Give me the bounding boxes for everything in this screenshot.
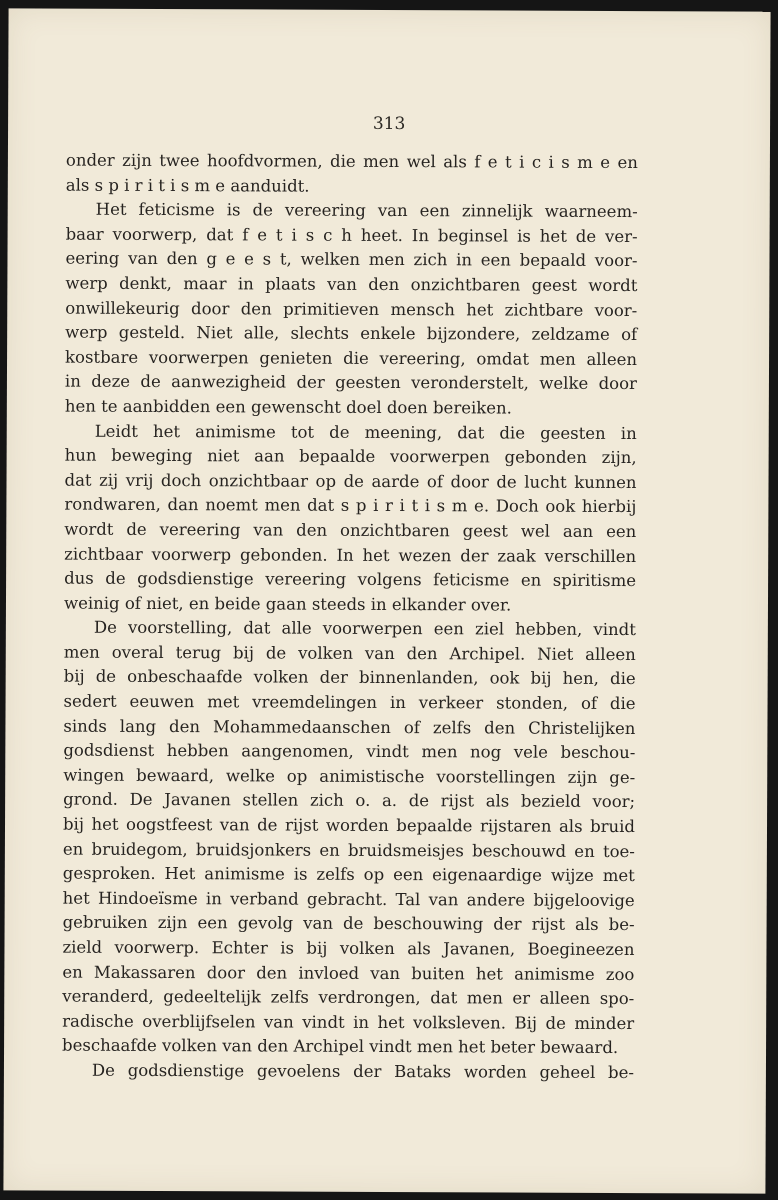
text-line: De voorstelling, dat alle voorwerpen een ziel hebben, vindt	[93, 618, 636, 640]
text-line: onwillekeurig door den primitieven mensch het zichtbare voor-	[65, 298, 638, 320]
text-line: het Hindoeïsme in verband gebracht. Tal van andere bijgeloovige	[62, 888, 635, 910]
text-line: hun beweging niet aan bepaalde voorwerpen gebonden zijn,	[64, 445, 637, 468]
text-line: gesproken. Het animisme is zelfs op een eigenaardige wijze met	[62, 863, 635, 886]
text-line: zichtbaar voorwerp gebonden. In het wezen der zaak verschillen	[64, 544, 637, 566]
page-number: 313	[372, 113, 406, 135]
text-line: Het feticisme is de vereering van een zinnelijk waarneem-	[95, 199, 638, 222]
text-line: en Makassaren door den invloed van buiten het animisme zoo	[62, 962, 635, 984]
text-line: grond. De Javanen stellen zich o. a. de rijst als bezield voor;	[63, 790, 636, 812]
text-line: radische overblijfselen van vindt in het volksleven. Bij de minder	[62, 1011, 635, 1033]
text-line: beschaafde volken van den Archipel vindt men het beter bewaard.	[62, 1035, 619, 1058]
text-line: als s p i r i t i s m e aanduidt.	[65, 175, 310, 196]
text-line: eering van den g e e s t, welken men zich in een bepaald voor-	[65, 248, 638, 271]
text-line: wordt de vereering van den onzichtbaren geest wel aan een	[64, 519, 637, 541]
text-line: men overal terug bij de volken van den Archipel. Niet alleen	[63, 642, 636, 664]
text-line: De godsdienstige gevoelens der Bataks worden geheel be-	[91, 1060, 634, 1083]
text-line: zield voorwerp. Echter is bij volken als Javanen, Boegineezen	[62, 937, 635, 960]
text-line: sinds lang den Mohammedaanschen of zelfs den Christelijken	[63, 716, 636, 738]
text-line: godsdienst hebben aangenomen, vindt men nog vele beschou-	[63, 740, 636, 763]
book-page	[3, 8, 770, 1193]
text-line: kostbare voorwerpen genieten die vereering, omdat men alleen	[65, 347, 638, 369]
body-text	[62, 149, 638, 1086]
text-line: sedert eeuwen met vreemdelingen in verkeer stonden, of die	[63, 691, 636, 714]
text-line: bij het oogstfeest van de rijst worden bepaalde rijstaren als bruid	[62, 814, 636, 837]
text-line: veranderd, gedeeltelijk zelfs verdrongen, dat men er alleen spo-	[62, 986, 635, 1009]
text-line: dus de godsdienstige vereering volgens feticisme en spiritisme	[64, 568, 637, 591]
text-line: Leidt het animisme tot de meening, dat die geesten in	[94, 421, 637, 443]
text-line: wingen bewaard, welke op animistische voorstellingen zijn ge-	[63, 765, 636, 787]
text-line: in deze de aanwezigheid der geesten veronderstelt, welke door	[64, 371, 637, 394]
text-line: rondwaren, dan noemt men dat s p i r i t i s m e. Doch ook hierbij	[64, 494, 637, 517]
text-line: werp gesteld. Niet alle, slechts enkele bijzondere, zeldzame of	[65, 322, 638, 345]
text-line: dat zij vrij doch onzichtbaar op de aarde of door de lucht kunnen	[64, 470, 637, 492]
text-line: baar voorwerp, dat f e t i s c h heet. In beginsel is het de ver-	[65, 224, 638, 246]
text-line: weinig of niet, en beide gaan steeds in elkander over.	[63, 593, 512, 615]
text-line: onder zijn twee hoofdvormen, die men wel als f e t i c i s m e en	[65, 150, 638, 173]
text-line: en bruidegom, bruidsjonkers en bruidsmeisjes beschouwd en toe-	[62, 839, 635, 861]
text-line: werp denkt, maar in plaats van den onzichtbaren geest wordt	[65, 273, 638, 296]
text-line: bij de onbeschaafde volken der binnenlanden, ook bij hen, die	[63, 667, 636, 689]
text-line: gebruiken zijn een gevolg van de beschouwing der rijst als be-	[62, 912, 635, 935]
text-line: hen te aanbidden een gewenscht doel doen bereiken.	[64, 396, 512, 418]
